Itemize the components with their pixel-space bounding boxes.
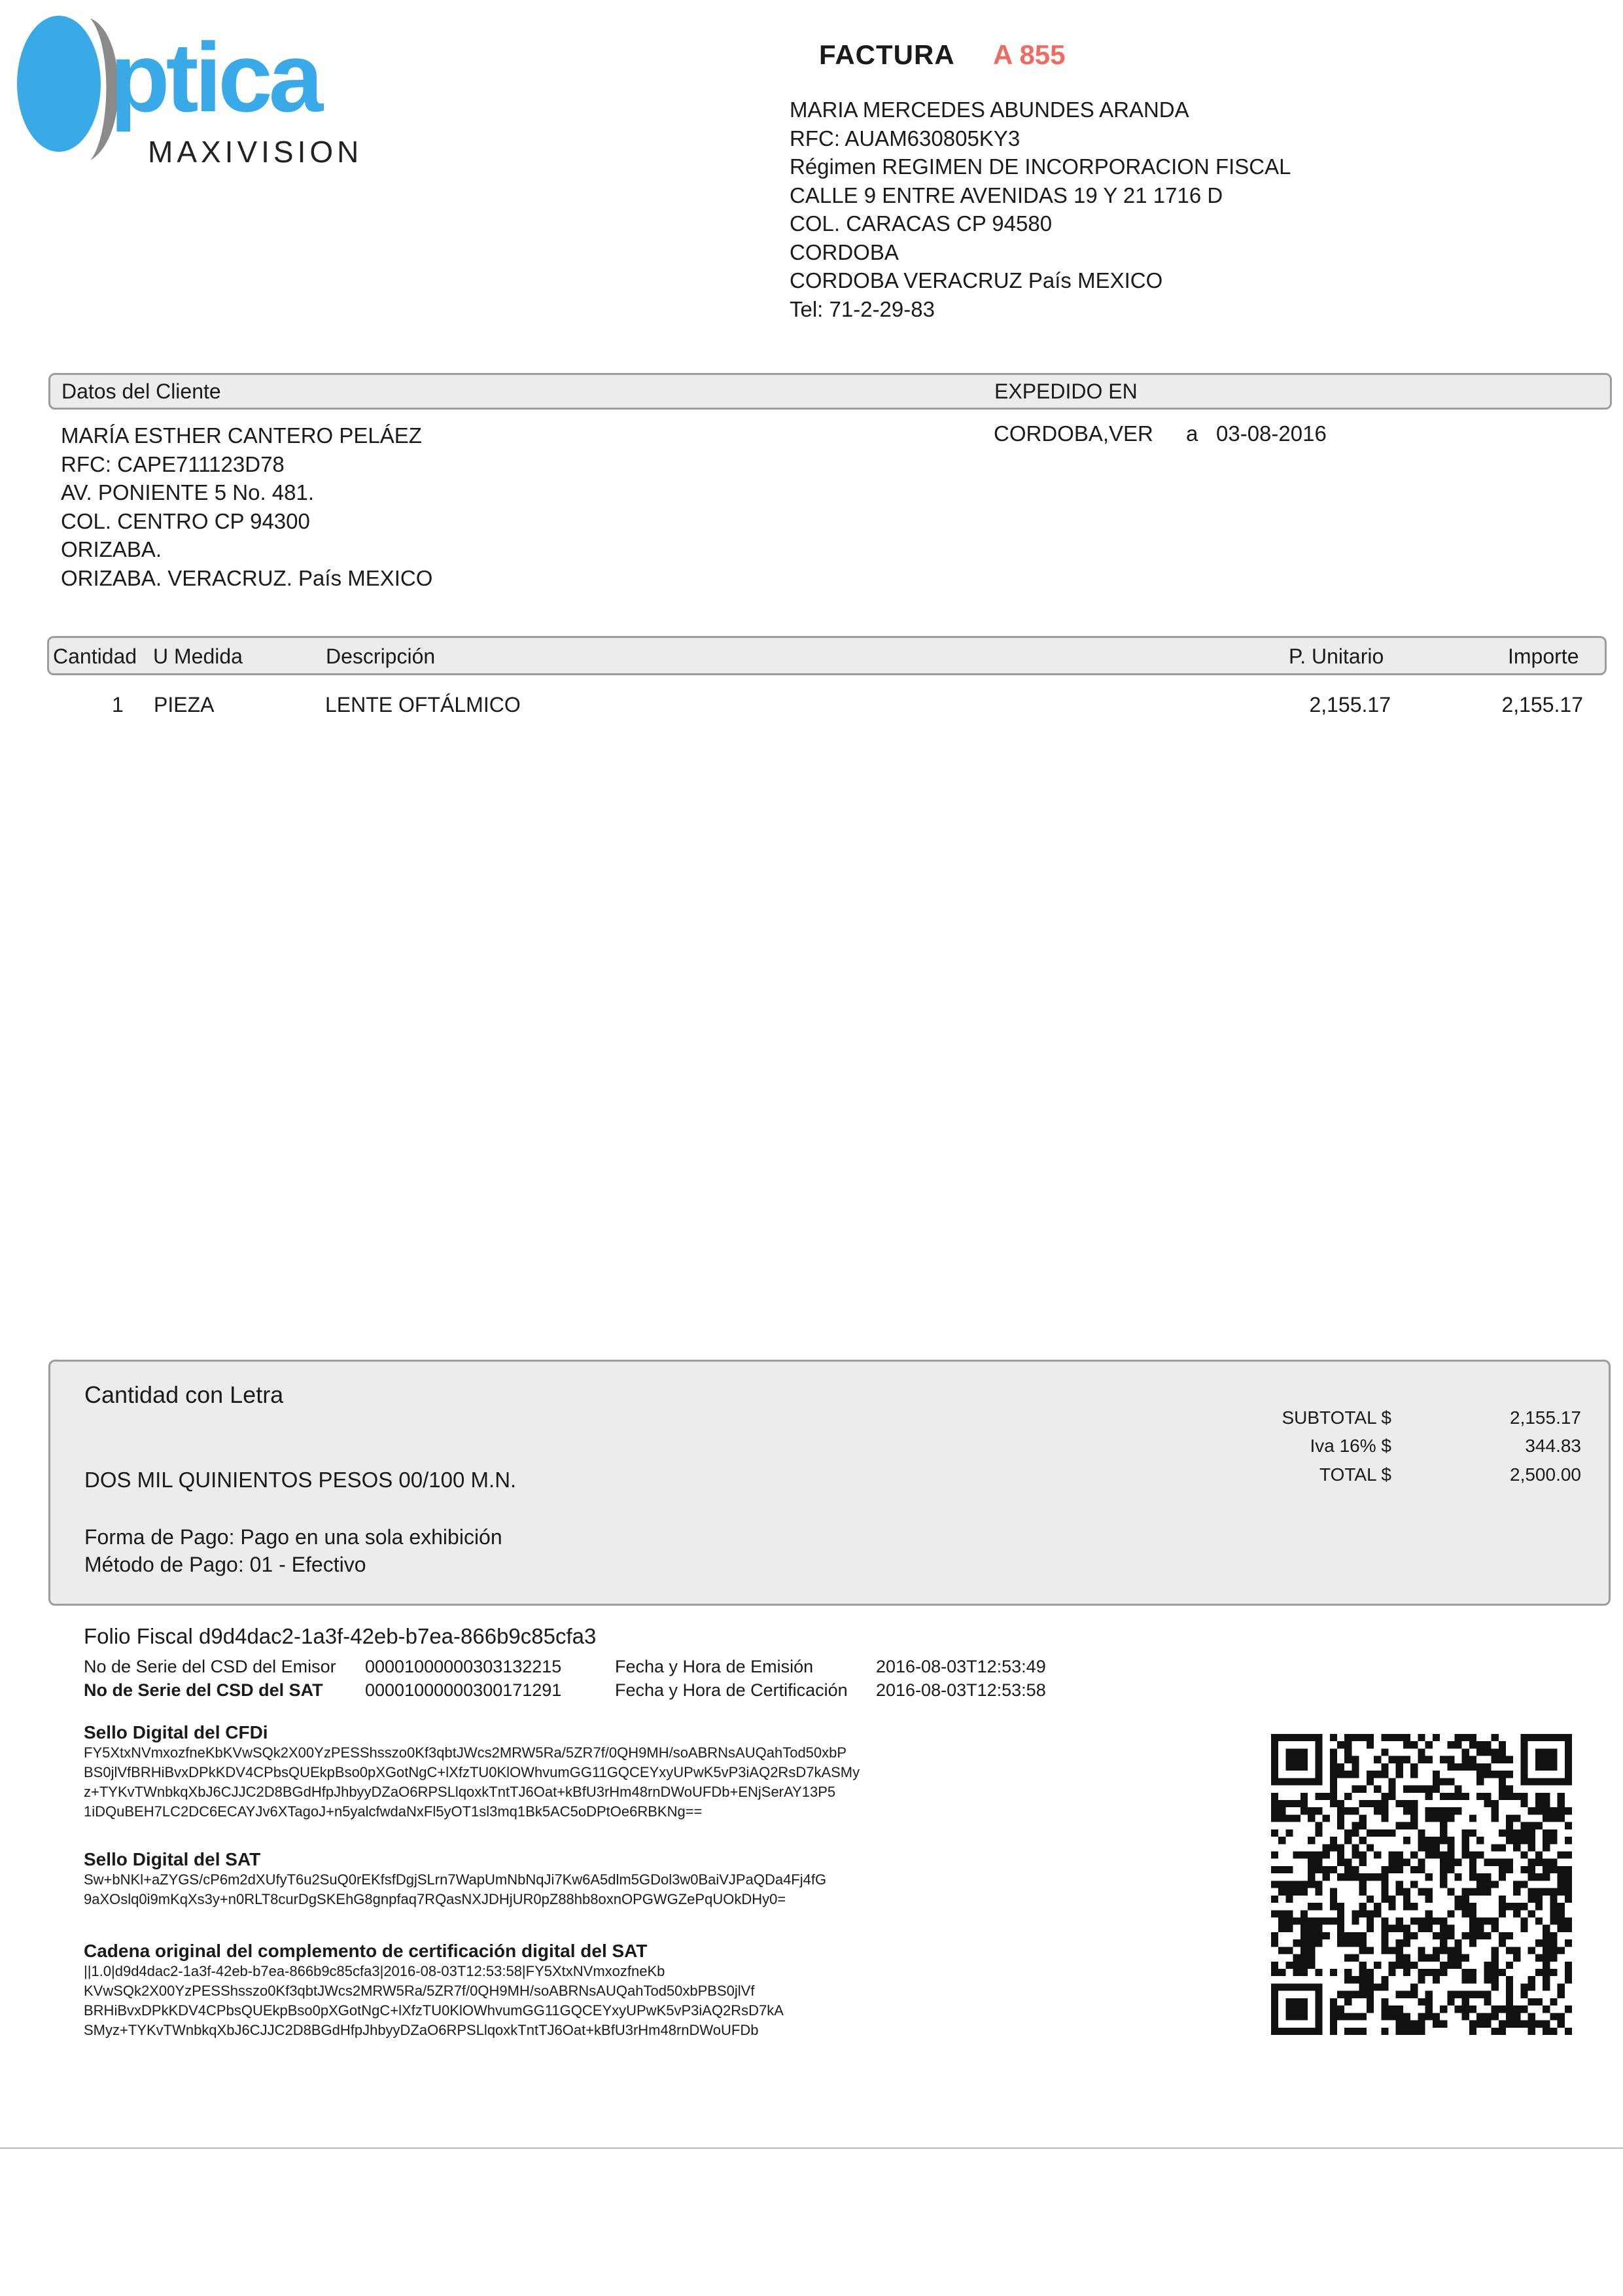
serie-sat-label: No de Serie del CSD del SAT [84,1680,323,1700]
cadena-original-block [84,1962,784,2038]
fecha-emision-label: Fecha y Hora de Emisión [615,1657,814,1676]
issuer-name: MARIA MERCEDES ABUNDES ARANDA [790,97,1189,122]
issuer-rfc: RFC: AUAM630805KY3 [790,126,1021,150]
document-type: FACTURA [819,39,955,70]
client-colonia: COL. CENTRO CP 94300 [61,508,310,533]
client-street: AV. PONIENTE 5 No. 481. [61,480,315,504]
col-header-amount: Importe [1508,645,1579,668]
payment-form: Forma de Pago: Pago en una sola exhibición [84,1525,502,1549]
issuer-phone: Tel: 71-2-29-83 [790,296,935,321]
sello-cfdi-line: FY5XtxNVmxozfneKbKVwSQk2X00YzPESShsszo0Kf3qbtJWcs2MRW5Ra/5ZR7f/0QH9MH/soABRNsAUQahTod50xbP [84,1744,847,1761]
client-name: MARÍA ESTHER CANTERO PELÁEZ [61,423,422,448]
client-section-bar [48,373,1612,410]
sello-cfdi-line: 1iDQuBEH7LC2DC6ECAYJv6XTagoJ+n5yalcfwdaNxFl5yOT1sl3mq1Bk5AC5oDPtOe6RBKNg== [84,1803,703,1820]
totals-box [48,1360,1611,1606]
payment-method: Método de Pago: 01 - Efectivo [84,1553,366,1576]
cadena-original-title: Cadena original del complemento de certificación digital del SAT [84,1941,648,1961]
client-block [61,421,432,592]
issuer-street: CALLE 9 ENTRE AVENIDAS 19 Y 21 1716 D [790,183,1223,207]
sello-sat-block [84,1870,826,1909]
row-qty: 1 [112,693,124,716]
amount-in-words: DOS MIL QUINIENTOS PESOS 00/100 M.N. [84,1468,517,1492]
total-value: 2,500.00 [1510,1464,1581,1485]
serie-emisor-label: No de Serie del CSD del Emisor [84,1657,336,1676]
serie-emisor-value: 00001000000303132215 [365,1657,562,1676]
fecha-emision-value: 2016-08-03T12:53:49 [876,1657,1046,1676]
col-header-unit: U Medida [153,645,243,668]
row-price: 2,155.17 [1309,693,1391,716]
row-desc: LENTE OFTÁLMICO [325,693,521,716]
sello-sat-line: 9aXOslq0i9mKqXs3y+n0RLT8curDgSKEhG8gnpfaq7RQasNXJDHjUR0pZ88hb8oxnOPGWGZePqUOkDHy0= [84,1891,786,1907]
col-header-desc: Descripción [326,645,436,668]
iva-label: Iva 16% $ [1310,1436,1391,1456]
issuer-state-country: CORDOBA VERACRUZ País MEXICO [790,268,1163,292]
subtotal-value: 2,155.17 [1510,1407,1581,1428]
total-label: TOTAL $ [1319,1464,1391,1485]
fecha-cert-label: Fecha y Hora de Certificación [615,1680,848,1700]
sello-sat-line: Sw+bNKl+aZYGS/cP6m2dXUfyT6u2SuQ0rEKfsfDgjSLrn7WapUmNbNqJi7Kw6A5dlm5GDol3w0BaiVJPaQDa4Fj4fG [84,1871,827,1888]
expedido-place: CORDOBA,VER [994,421,1153,446]
items-table-header [47,636,1607,675]
logo-subtitle: MAXIVISION [148,135,363,169]
expedido-title: EXPEDIDO EN [994,380,1138,403]
sello-sat-title: Sello Digital del SAT [84,1849,261,1869]
sello-cfdi-block [84,1743,860,1822]
issuer-colonia: COL. CARACAS CP 94580 [790,211,1053,236]
issuer-city: CORDOBA [790,239,899,264]
expedido-separator: a [1186,421,1198,446]
subtotal-label: SUBTOTAL $ [1282,1407,1391,1428]
logo-wordmark: ptica [110,22,320,132]
client-section-title: Datos del Cliente [61,380,221,403]
col-header-price: P. Unitario [1289,645,1384,668]
cadena-line: SMyz+TYKvTWnbkqXbJ6CJJC2D8BGdHfpJhbyyDZaO6RPSLlqoxkTntTJ6Oat+kBfU3rHm48rnDWoUFDb [84,2022,759,2038]
client-state-country: ORIZABA. VERACRUZ. País MEXICO [61,565,433,590]
issuer-block [790,96,1291,323]
row-amount: 2,155.17 [1501,693,1583,716]
logo-o-shape [17,16,101,152]
amount-in-words-title: Cantidad con Letra [84,1381,284,1408]
folio-fiscal: Folio Fiscal d9d4dac2-1a3f-42eb-b7ea-866b9c85cfa3 [84,1624,597,1648]
cadena-line: BRHiBvxDPkKDV4CPbsQUEkpBso0pXGotNgC+lXfzTU0KlOWhvumGG11GQCEYxyUPwK5vP3iAQ2RsD7kA [84,2002,784,2019]
page-bottom-rule [0,2147,1623,2149]
cadena-line: ||1.0|d9d4dac2-1a3f-42eb-b7ea-866b9c85cfa3|2016-08-03T12:53:58|FY5XtxNVmxozfneKb [84,1963,665,1979]
cadena-line: KVwSQk2X00YzPESShsszo0Kf3qbtJWcs2MRW5Ra/5ZR7f/0QH9MH/soABRNsAUQahTod50xbPBS0jlVf [84,1983,755,1999]
serie-sat-value: 00001000000300171291 [365,1680,562,1700]
sello-cfdi-title: Sello Digital del CFDi [84,1722,268,1742]
optica-maxivision-logo [12,7,363,170]
fecha-cert-value: 2016-08-03T12:53:58 [876,1680,1046,1700]
client-city: ORIZABA. [61,537,162,561]
iva-value: 344.83 [1525,1436,1581,1456]
sello-cfdi-line: BS0jlVfBRHiBvxDPkKDV4CPbsQUEkpBso0pXGotNgC+lXfzTU0KlOWhvumGG11GQCEYxyUPwK5vP3iAQ2RsD7kASMy [84,1764,860,1780]
issuer-regimen: Régimen REGIMEN DE INCORPORACION FISCAL [790,154,1291,179]
qr-finder-pattern [1271,1734,1323,1786]
col-header-qty: Cantidad [53,645,137,668]
qr-finder-pattern [1271,1983,1323,2035]
row-unit: PIEZA [154,693,215,716]
sello-cfdi-line: z+TYKvTWnbkqXbJ6CJJC2D8BGdHfpJhbyyDZaO6RPSLlqoxkTntTJ6Oat+kBfU3rHm48rnDWoUFDb+ENjSerAY13P5 [84,1784,836,1800]
invoice-folio: A 855 [993,39,1066,70]
qr-code [1268,1734,1575,2035]
expedido-date: 03-08-2016 [1216,421,1327,446]
client-rfc: RFC: CAPE711123D78 [61,451,285,476]
qr-finder-pattern [1520,1734,1572,1786]
